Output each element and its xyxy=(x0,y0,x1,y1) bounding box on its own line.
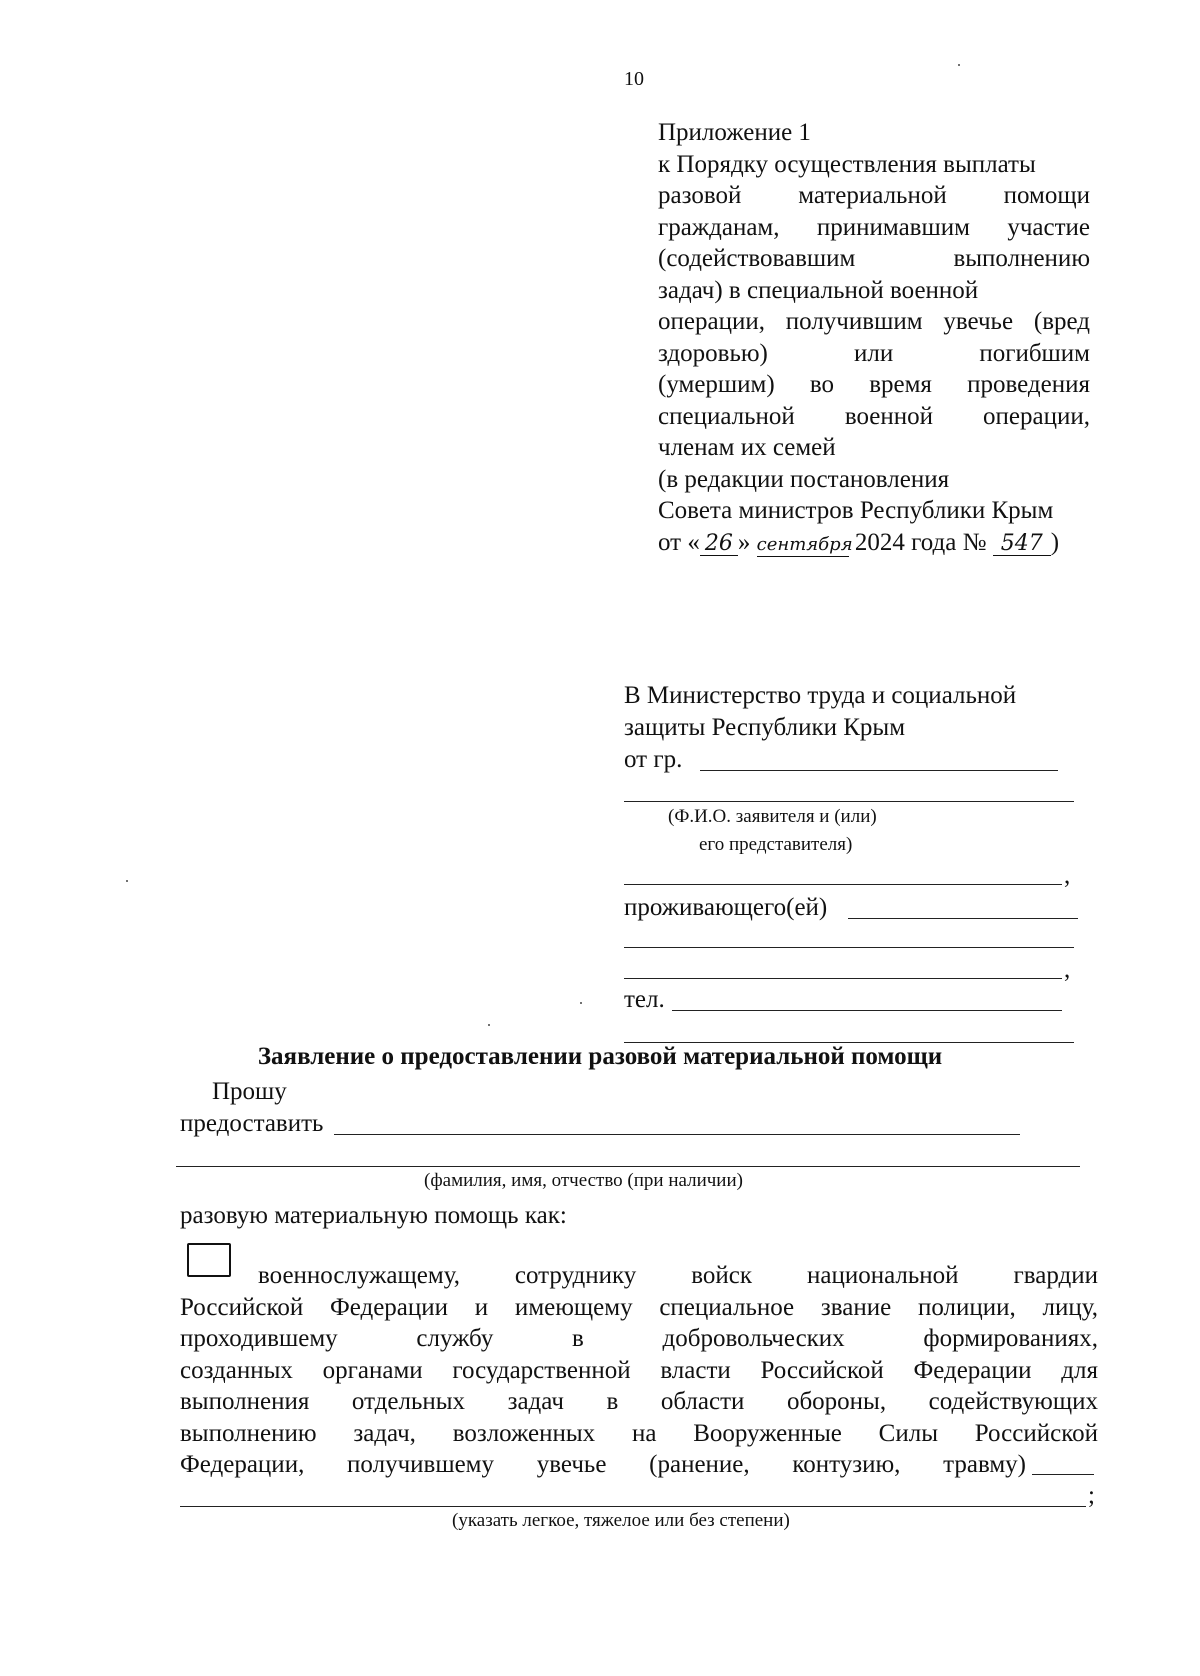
fio-caption: (Ф.И.О. заявителя и (или) xyxy=(668,806,877,827)
option-line: выполнению задач, возложенных на Вооруженные Силы Российской xyxy=(180,1419,1098,1447)
scan-speck xyxy=(580,1002,582,1004)
comma: , xyxy=(1064,862,1071,889)
provide-label: предоставить xyxy=(180,1110,324,1137)
option-line: выполнения отдельных задач в области обороны, содействующих xyxy=(180,1388,1098,1415)
appendix-line: членам их семей xyxy=(658,434,836,461)
appendix-line: здоровью) или погибшим xyxy=(658,339,1090,367)
scan-speck xyxy=(126,880,128,882)
phone-field[interactable] xyxy=(672,1010,1062,1011)
ask-text: Прошу xyxy=(212,1078,287,1105)
scan-speck xyxy=(488,1024,490,1026)
recipient-line-2: защиты Республики Крым xyxy=(624,714,906,741)
appendix-line: гражданам, принимавшим участие xyxy=(658,213,1090,241)
appendix-header xyxy=(658,117,1090,558)
appendix-line: (содействовавшим выполнению xyxy=(658,245,1090,272)
appendix-line: задач) в специальной военной xyxy=(658,276,979,304)
as-line: разовую материальную помощь как: xyxy=(180,1202,567,1229)
option-line: Федерации, получившему увечье (ранение, контузию, травму) xyxy=(180,1451,1026,1478)
residing-label: проживающего(ей) xyxy=(624,894,828,921)
injury-field-2[interactable] xyxy=(180,1506,1086,1507)
date-suffix: ) xyxy=(1050,528,1060,556)
fio-caption-2: его представителя) xyxy=(699,834,853,855)
phone-label: тел. xyxy=(624,986,665,1013)
date-year: 2024 года № xyxy=(854,528,987,556)
date-prefix: от « xyxy=(658,528,700,556)
appendix-line: Приложение 1 xyxy=(658,119,811,146)
appendix-line: (умершим) во время проведения xyxy=(658,371,1090,398)
severity-caption: (указать легкое, тяжелое или без степени) xyxy=(452,1510,790,1531)
option-line: проходившему службу в добровольческих формированиях, xyxy=(180,1325,1098,1352)
handwritten-month: сентября xyxy=(756,533,853,555)
recipient-name-field[interactable] xyxy=(334,1134,1020,1135)
option-line: Российской Федерации и имеющему специальное звание полиции, лицу, xyxy=(180,1293,1098,1321)
date-mid: » xyxy=(737,528,757,556)
page-number: 10 xyxy=(624,68,644,90)
appendix-line: специальной военной операции, xyxy=(658,402,1090,430)
address-field-1[interactable] xyxy=(624,884,1062,885)
residing-field[interactable] xyxy=(848,918,1078,919)
comma-2: , xyxy=(1064,956,1071,983)
from-field[interactable] xyxy=(700,770,1058,771)
scan-speck xyxy=(958,64,960,66)
appendix-line: (в редакции постановления xyxy=(658,465,950,493)
appendix-date-line xyxy=(658,527,1090,559)
appendix-line: разовой материальной помощи xyxy=(658,182,1090,209)
from-field-2[interactable] xyxy=(624,801,1074,802)
handwritten-number: 547 xyxy=(993,533,1051,556)
recipient-line-1: В Министерство труда и социальной xyxy=(624,682,1017,709)
appendix-line: Совета министров Республики Крым xyxy=(658,497,1054,524)
semicolon: ; xyxy=(1088,1482,1095,1509)
address-field-2[interactable] xyxy=(624,947,1074,948)
appendix-line: к Порядку осуществления выплаты xyxy=(658,150,1036,178)
name-caption: (фамилия, имя, отчество (при наличии) xyxy=(424,1170,743,1191)
option-text xyxy=(180,1260,1098,1481)
recipient-name-field-2[interactable] xyxy=(176,1166,1080,1167)
injury-field[interactable] xyxy=(1032,1474,1094,1475)
from-label: от гр. xyxy=(624,746,683,773)
address-field-3[interactable] xyxy=(624,978,1062,979)
handwritten-day: 26 xyxy=(700,533,738,556)
statement-title: Заявление о предоставлении разовой материальной помощи xyxy=(257,1043,943,1070)
appendix-line: операции, получившим увечье (вред xyxy=(658,308,1090,335)
option-line: созданных органами государственной власти Российской Федерации для xyxy=(180,1356,1098,1384)
option-line: военнослужащему, сотруднику войск национальной гвардии xyxy=(258,1262,1098,1289)
